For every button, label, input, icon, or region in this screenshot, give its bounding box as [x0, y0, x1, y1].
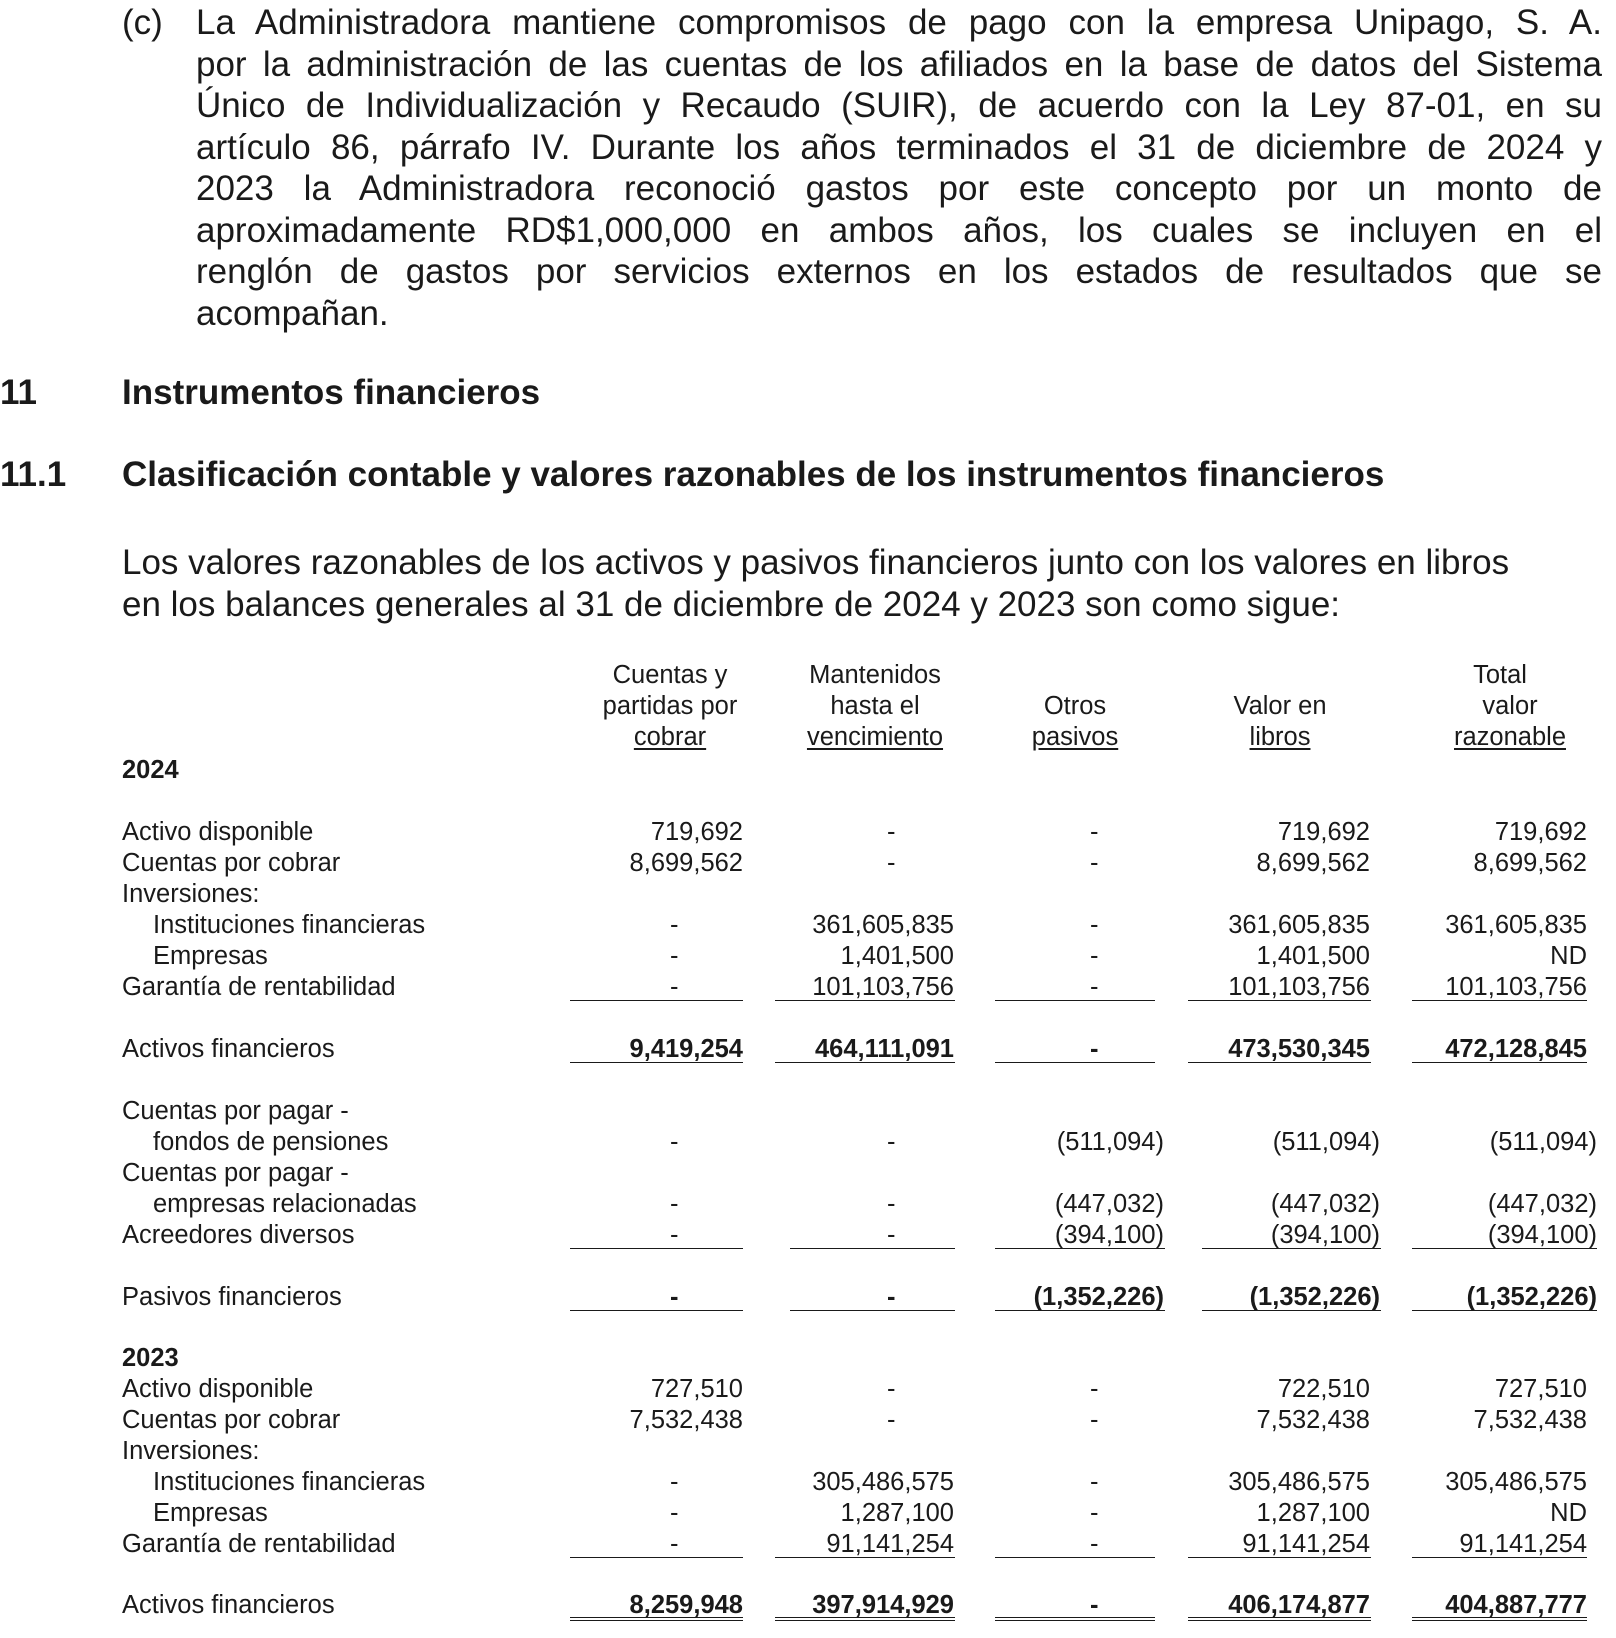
row-label: Pasivos financieros	[122, 1283, 342, 1311]
cell-cuentas-partidas: -	[670, 942, 679, 970]
paragraph-c	[196, 2, 1602, 334]
year-label: 2023	[122, 1344, 179, 1372]
cell-total-razonable: (447,032)	[1487, 1190, 1597, 1218]
paragraph-line: aproximadamente RD$1,000,000 en ambos años, los cuales se incluyen en el	[196, 210, 1602, 250]
total-rule	[995, 1062, 1155, 1063]
cell-mantenidos: -	[887, 1375, 896, 1403]
cell-valor-libros: (394,100)	[1270, 1221, 1380, 1249]
year-label: 2024	[122, 756, 179, 784]
cell-mantenidos: 1,287,100	[840, 1499, 954, 1527]
cell-cuentas-partidas: -	[670, 911, 679, 939]
total-rule	[1412, 1062, 1587, 1063]
row-label: Activos financieros	[122, 1035, 335, 1063]
double-total-rule	[1412, 1617, 1587, 1618]
paragraph-line: acompañan.	[196, 293, 389, 333]
cell-cuentas-partidas: -	[670, 1468, 679, 1496]
cell-mantenidos: 1,401,500	[840, 942, 954, 970]
paragraph-line: Único de Individualización y Recaudo (SUIR), de acuerdo con la Ley 87-01, en su	[196, 86, 1602, 125]
total-rule	[790, 1310, 955, 1311]
cell-valor-libros: 719,692	[1277, 818, 1370, 846]
row-label: Cuentas por pagar -	[122, 1159, 349, 1187]
double-total-rule	[570, 1617, 743, 1618]
cell-total-razonable: 727,510	[1494, 1375, 1587, 1403]
subtotal-rule	[570, 1557, 743, 1558]
paragraph-line: por la administración de las cuentas de los afiliados en la base de datos del Sistema	[196, 44, 1602, 84]
cell-total-razonable: (1,352,226)	[1466, 1283, 1597, 1311]
total-rule	[570, 1310, 743, 1311]
cell-mantenidos: -	[887, 849, 896, 877]
total-rule	[775, 1062, 955, 1063]
column-header-line: Total	[1473, 661, 1527, 689]
cell-mantenidos: 361,605,835	[812, 911, 954, 939]
paragraph-line: artículo 86, párrafo IV. Durante los años terminados el 31 de diciembre de 2024 y	[196, 127, 1602, 167]
cell-cuentas-partidas: 8,699,562	[629, 849, 743, 877]
cell-total-razonable: 8,699,562	[1473, 849, 1587, 877]
subtotal-rule	[1188, 1557, 1371, 1558]
column-header-line: libros	[1249, 723, 1311, 751]
cell-otros-pasivos: -	[1090, 1499, 1099, 1527]
cell-valor-libros: 305,486,575	[1228, 1468, 1370, 1496]
cell-otros-pasivos: -	[1090, 1035, 1099, 1063]
intro-paragraph	[122, 542, 1602, 625]
column-header-line: Otros	[1043, 692, 1107, 720]
subsection-title: Clasificación contable y valores razonables de los instrumentos financieros	[122, 455, 1385, 494]
subtotal-rule	[775, 1000, 955, 1001]
double-total-rule	[1188, 1617, 1371, 1618]
column-header-line: Valor en	[1233, 692, 1327, 720]
cell-total-razonable: 404,887,777	[1445, 1591, 1587, 1619]
column-header-line: razonable	[1454, 723, 1566, 751]
cell-total-razonable: 361,605,835	[1445, 911, 1587, 939]
cell-otros-pasivos: (1,352,226)	[1033, 1283, 1164, 1311]
cell-total-razonable: (394,100)	[1487, 1221, 1597, 1249]
paragraph-line: La Administradora mantiene compromisos de pago con la empresa Unipago, S. A.	[196, 3, 1602, 42]
paragraph-line: en los balances generales al 31 de diciembre de 2024 y 2023 son como sigue:	[122, 584, 1341, 624]
cell-cuentas-partidas: 8,259,948	[629, 1591, 743, 1619]
cell-cuentas-partidas: -	[670, 1221, 679, 1249]
row-label: Activo disponible	[122, 818, 314, 846]
cell-cuentas-partidas: -	[670, 1283, 679, 1311]
subtotal-rule	[995, 1000, 1155, 1001]
cell-mantenidos: 91,141,254	[826, 1530, 954, 1558]
total-rule	[1202, 1310, 1381, 1311]
cell-cuentas-partidas: -	[670, 973, 679, 1001]
cell-total-razonable: 101,103,756	[1445, 973, 1587, 1001]
cell-valor-libros: 7,532,438	[1256, 1406, 1370, 1434]
column-header-line: cobrar	[633, 723, 707, 751]
cell-otros-pasivos: -	[1090, 1591, 1099, 1619]
double-total-rule	[995, 1617, 1155, 1618]
total-rule	[1412, 1310, 1597, 1311]
subtotal-rule	[570, 1000, 743, 1001]
row-label: Inversiones:	[122, 880, 260, 908]
cell-otros-pasivos: -	[1090, 1468, 1099, 1496]
cell-valor-libros: 91,141,254	[1242, 1530, 1370, 1558]
cell-valor-libros: (1,352,226)	[1249, 1283, 1380, 1311]
column-header-line: Mantenidos	[809, 661, 941, 689]
column-header-line: Cuentas y	[612, 661, 728, 689]
cell-otros-pasivos: -	[1090, 911, 1099, 939]
row-label: Acreedores diversos	[122, 1221, 355, 1249]
cell-valor-libros: 1,401,500	[1256, 942, 1370, 970]
cell-cuentas-partidas: 9,419,254	[629, 1035, 743, 1063]
cell-cuentas-partidas: 7,532,438	[629, 1406, 743, 1434]
cell-total-razonable: 91,141,254	[1459, 1530, 1587, 1558]
cell-otros-pasivos: -	[1090, 973, 1099, 1001]
subsection-number: 11.1	[0, 455, 67, 494]
cell-mantenidos: -	[887, 1283, 896, 1311]
subtotal-rule	[1412, 1248, 1597, 1249]
cell-valor-libros: 101,103,756	[1228, 973, 1370, 1001]
row-label: Activo disponible	[122, 1375, 314, 1403]
cell-valor-libros: 8,699,562	[1256, 849, 1370, 877]
cell-valor-libros: (511,094)	[1272, 1128, 1380, 1156]
cell-valor-libros: 473,530,345	[1228, 1035, 1370, 1063]
cell-total-razonable: (511,094)	[1489, 1128, 1597, 1156]
cell-valor-libros: 361,605,835	[1228, 911, 1370, 939]
row-label: Activos financieros	[122, 1591, 335, 1619]
cell-otros-pasivos: (394,100)	[1054, 1221, 1164, 1249]
row-label: fondos de pensiones	[153, 1128, 389, 1156]
subtotal-rule	[1412, 1557, 1587, 1558]
cell-total-razonable: 719,692	[1494, 818, 1587, 846]
cell-total-razonable: ND	[1550, 1499, 1587, 1527]
section-title: Instrumentos financieros	[122, 373, 541, 412]
subtotal-rule	[790, 1248, 955, 1249]
column-header-line: valor	[1482, 692, 1538, 720]
cell-cuentas-partidas: 727,510	[650, 1375, 743, 1403]
row-label: Instituciones financieras	[153, 911, 426, 939]
paragraph-line: 2023 la Administradora reconoció gastos por este concepto por un monto de	[196, 169, 1602, 208]
cell-otros-pasivos: (447,032)	[1054, 1190, 1164, 1218]
cell-total-razonable: 472,128,845	[1445, 1035, 1587, 1063]
cell-otros-pasivos: -	[1090, 818, 1099, 846]
row-label: Cuentas por pagar -	[122, 1097, 349, 1125]
cell-cuentas-partidas: 719,692	[650, 818, 743, 846]
cell-cuentas-partidas: -	[670, 1530, 679, 1558]
cell-mantenidos: -	[887, 1128, 896, 1156]
cell-cuentas-partidas: -	[670, 1190, 679, 1218]
column-header-line: vencimiento	[806, 723, 944, 751]
cell-valor-libros: 722,510	[1277, 1375, 1370, 1403]
cell-cuentas-partidas: -	[670, 1128, 679, 1156]
cell-mantenidos: 305,486,575	[812, 1468, 954, 1496]
cell-valor-libros: (447,032)	[1270, 1190, 1380, 1218]
subtotal-rule	[995, 1557, 1155, 1558]
row-label: Cuentas por cobrar	[122, 1406, 341, 1434]
subtotal-rule	[1412, 1000, 1587, 1001]
cell-mantenidos: -	[887, 1221, 896, 1249]
cell-otros-pasivos: -	[1090, 849, 1099, 877]
cell-otros-pasivos: -	[1090, 942, 1099, 970]
row-label: Garantía de rentabilidad	[122, 973, 396, 1001]
cell-cuentas-partidas: -	[670, 1499, 679, 1527]
cell-mantenidos: 464,111,091	[815, 1035, 954, 1063]
cell-otros-pasivos: -	[1090, 1530, 1099, 1558]
subtotal-rule	[1188, 1000, 1371, 1001]
subtotal-rule	[1202, 1248, 1381, 1249]
row-label: Cuentas por cobrar	[122, 849, 341, 877]
row-label: Instituciones financieras	[153, 1468, 426, 1496]
row-label: Empresas	[153, 942, 268, 970]
subtotal-rule	[775, 1557, 955, 1558]
cell-valor-libros: 406,174,877	[1228, 1591, 1370, 1619]
paragraph-line: renglón de gastos por servicios externos en los estados de resultados que se	[196, 252, 1602, 291]
row-label: Empresas	[153, 1499, 268, 1527]
cell-otros-pasivos: -	[1090, 1406, 1099, 1434]
cell-total-razonable: 7,532,438	[1473, 1406, 1587, 1434]
subtotal-rule	[570, 1248, 743, 1249]
column-header-line: pasivos	[1031, 723, 1119, 751]
cell-mantenidos: -	[887, 1406, 896, 1434]
cell-otros-pasivos: -	[1090, 1375, 1099, 1403]
subtotal-rule	[995, 1248, 1165, 1249]
column-header-line: hasta el	[830, 692, 920, 720]
cell-mantenidos: 397,914,929	[812, 1591, 954, 1619]
cell-mantenidos: 101,103,756	[812, 973, 954, 1001]
cell-total-razonable: 305,486,575	[1445, 1468, 1587, 1496]
row-label: empresas relacionadas	[153, 1190, 417, 1218]
cell-valor-libros: 1,287,100	[1256, 1499, 1370, 1527]
row-label: Garantía de rentabilidad	[122, 1530, 396, 1558]
double-total-rule	[775, 1617, 955, 1618]
total-rule	[570, 1062, 743, 1063]
cell-otros-pasivos: (511,094)	[1056, 1128, 1164, 1156]
section-number: 11	[0, 373, 37, 412]
paragraph-line: Los valores razonables de los activos y pasivos financieros junto con los valores en libros	[122, 543, 1510, 582]
row-label: Inversiones:	[122, 1437, 260, 1465]
cell-total-razonable: ND	[1550, 942, 1587, 970]
total-rule	[1188, 1062, 1371, 1063]
list-marker: (c)	[122, 3, 163, 42]
cell-mantenidos: -	[887, 1190, 896, 1218]
cell-mantenidos: -	[887, 818, 896, 846]
column-header-line: partidas por	[602, 692, 738, 720]
total-rule	[995, 1310, 1165, 1311]
